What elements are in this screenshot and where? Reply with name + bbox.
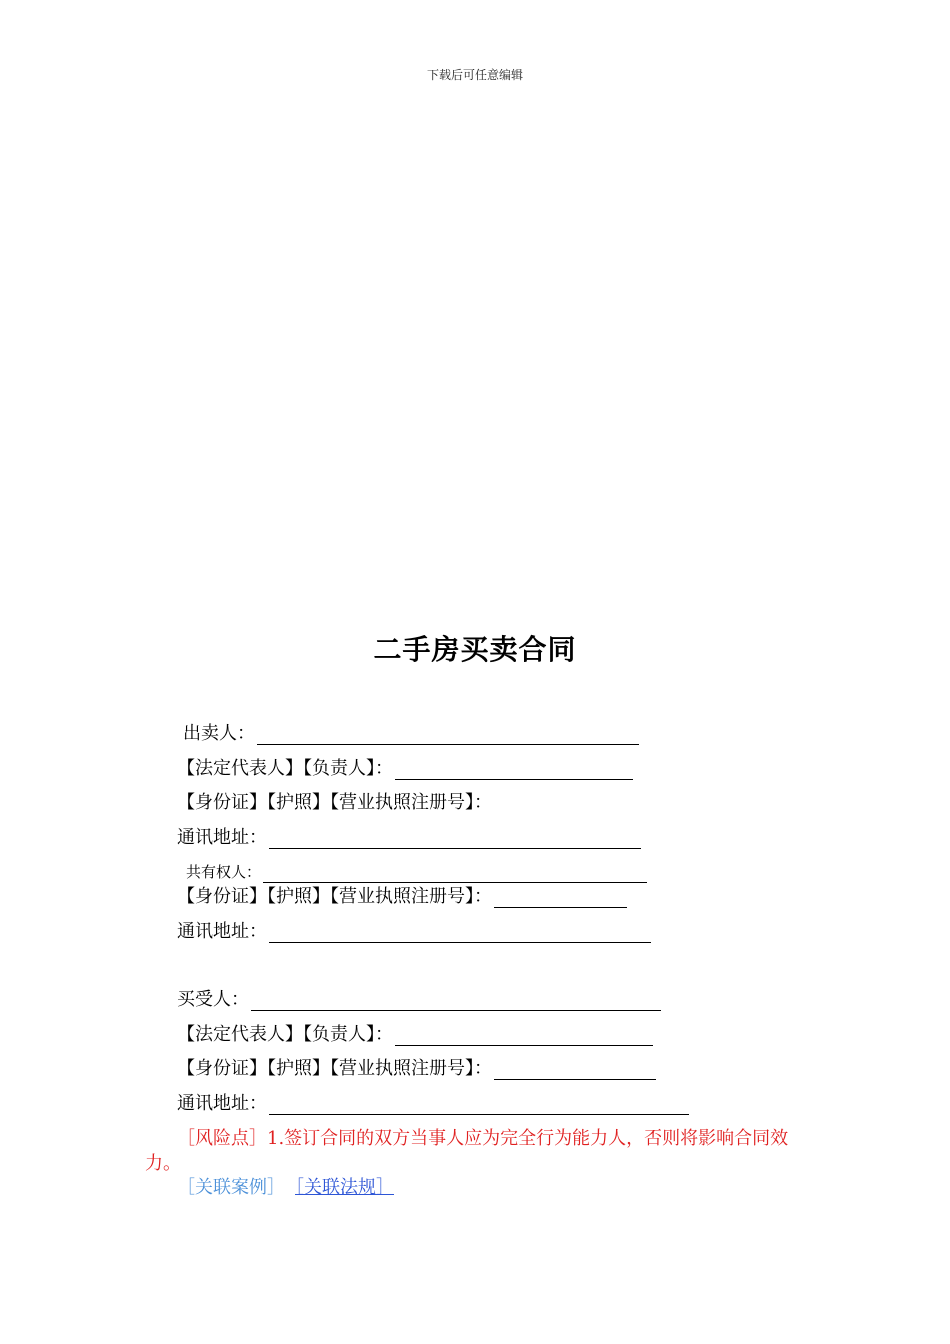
buyer-rep-label: 【法定代表人】【负责人】： bbox=[177, 1024, 393, 1045]
co-owner-id-blank[interactable] bbox=[494, 889, 627, 908]
buyer-blank[interactable] bbox=[251, 992, 661, 1011]
buyer-rep-blank[interactable] bbox=[395, 1027, 653, 1046]
co-owner-address-label: 通讯地址： bbox=[177, 921, 267, 942]
seller-rep-row bbox=[177, 758, 633, 782]
seller-id-row bbox=[177, 792, 492, 816]
buyer-address-label: 通讯地址： bbox=[177, 1093, 267, 1114]
buyer-id-blank[interactable] bbox=[494, 1061, 656, 1080]
buyer-label: 买受人： bbox=[177, 989, 249, 1010]
related-law-link[interactable]: ［关联法规］ bbox=[295, 1177, 394, 1198]
co-owner-blank[interactable] bbox=[263, 864, 647, 883]
buyer-rep-row bbox=[177, 1024, 653, 1048]
buyer-address-row bbox=[177, 1093, 689, 1117]
seller-address-label: 通讯地址： bbox=[177, 827, 267, 848]
header-note: 下载后可任意编辑 bbox=[426, 68, 523, 82]
related-links bbox=[177, 1177, 394, 1199]
seller-rep-blank[interactable] bbox=[395, 761, 633, 780]
buyer-row bbox=[177, 989, 661, 1013]
related-case-link[interactable]: ［关联案例］ bbox=[177, 1177, 285, 1198]
co-owner-label: 共有权人： bbox=[186, 863, 262, 881]
co-owner-address-blank[interactable] bbox=[269, 924, 651, 943]
buyer-id-label: 【身份证】【护照】【营业执照注册号】： bbox=[177, 1058, 492, 1079]
buyer-address-blank[interactable] bbox=[269, 1096, 689, 1115]
seller-rep-label: 【法定代表人】【负责人】： bbox=[177, 758, 393, 779]
buyer-id-row bbox=[177, 1058, 656, 1082]
co-owner-id-row bbox=[177, 886, 627, 910]
co-owner-address-row bbox=[177, 921, 651, 945]
co-owner-row bbox=[186, 861, 647, 885]
document-title: 二手房买卖合同 bbox=[373, 633, 577, 666]
co-owner-id-label: 【身份证】【护照】【营业执照注册号】： bbox=[177, 886, 492, 907]
seller-id-label: 【身份证】【护照】【营业执照注册号】： bbox=[177, 792, 492, 813]
seller-address-blank[interactable] bbox=[269, 830, 641, 849]
seller-address-row bbox=[177, 827, 641, 851]
risk-note: ［风险点］1.签订合同的双方当事人应为完全行为能力人，否则将影响合同效力。 bbox=[145, 1128, 789, 1174]
seller-label: 出卖人： bbox=[183, 723, 255, 744]
seller-row bbox=[183, 723, 639, 747]
seller-blank[interactable] bbox=[257, 726, 639, 745]
